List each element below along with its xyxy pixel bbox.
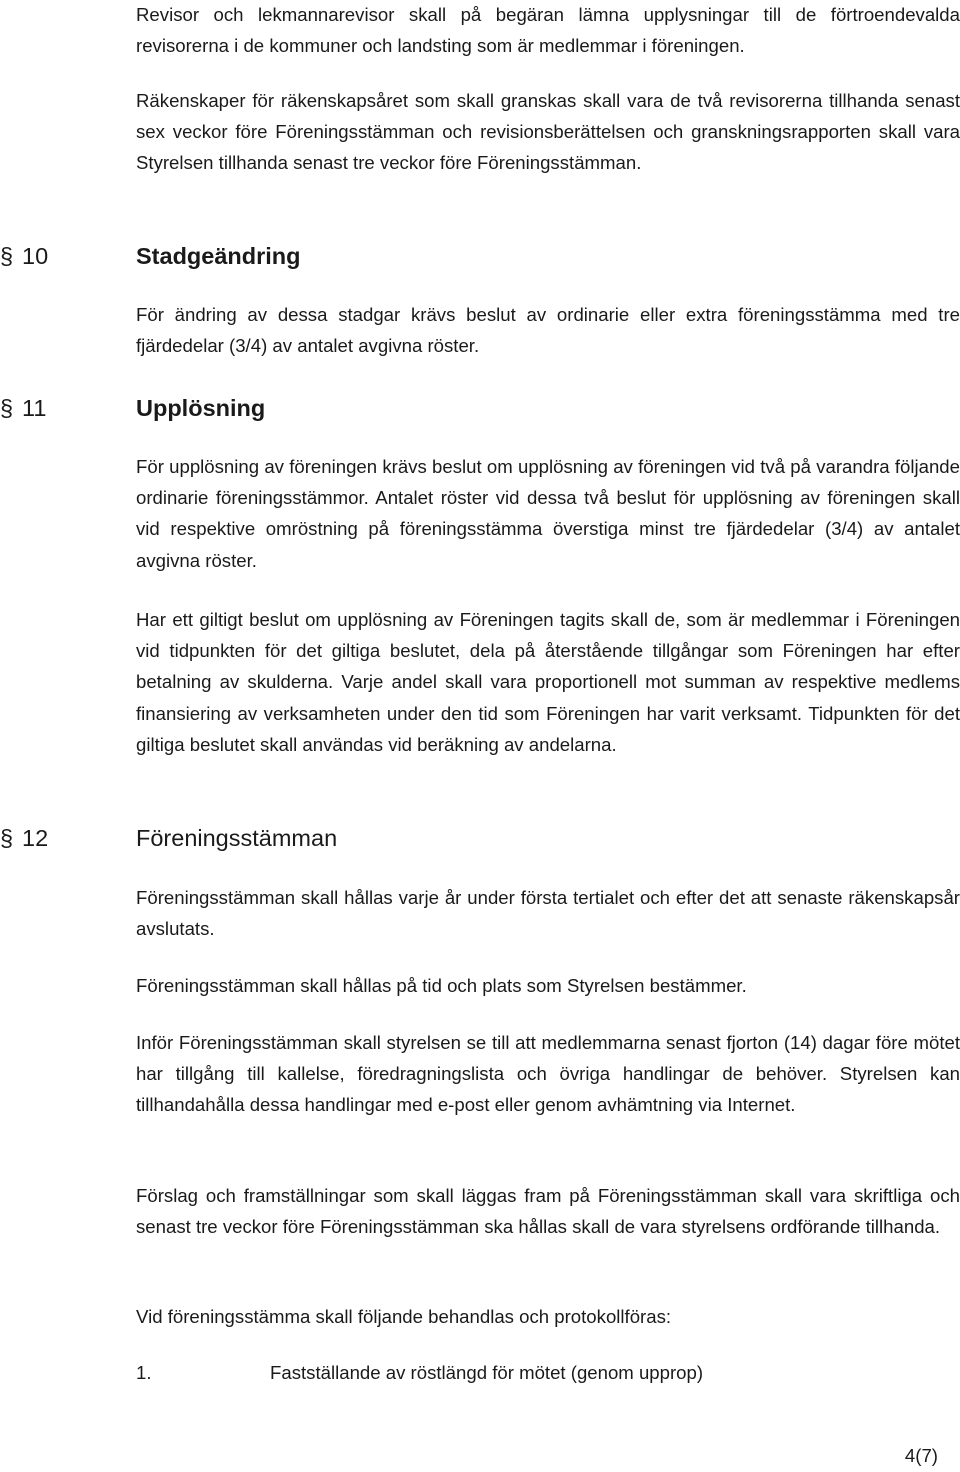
section-heading-12 <box>0 820 960 856</box>
section-title: Stadgeändring <box>136 243 301 269</box>
section-title: Upplösning <box>136 395 266 421</box>
section-heading-10 <box>0 238 960 274</box>
paragraph-stamma-3: Inför Föreningsstämman skall styrelsen se till att medlemmarna senast fjorton (14) dagar före mötet har tillgång till kallelse, föredragningslista och övriga handlingar de behöver. Styrelsen kan tillhandahålla dessa handlingar med e-post eller genom avhämtning via Internet. <box>136 1032 960 1116</box>
section-symbol: § <box>0 395 14 421</box>
paragraph-stamma-5: Vid föreningsstämma skall följande behandlas och protokollföras: <box>136 1306 672 1327</box>
paragraph-stamma-1: Föreningsstämman skall hållas varje år under första tertialet och efter det att senaste räkenskapsår avslutats. <box>136 887 960 940</box>
page-number: 4(7) <box>904 1445 938 1466</box>
section-symbol: § <box>0 825 14 851</box>
paragraph-rakenskaper: Räkenskaper för räkenskapsåret som skall granskas skall vara de två revisorerna tillhanda senast sex veckor före Föreningsstämman och revisionsberättelsen och granskningsrapporten skall vara Styrelsen tillhanda senast tre veckor före Föreningsstämman. <box>136 90 960 174</box>
list-item-number: 1. <box>136 1362 152 1383</box>
section-heading-11 <box>0 390 960 426</box>
paragraph-stadgeandring: För ändring av dessa stadgar krävs beslut av ordinarie eller extra föreningsstämma med tre fjärdedelar (3/4) av antalet avgivna röster. <box>136 304 960 357</box>
paragraph-upplosning-2: Har ett giltigt beslut om upplösning av Föreningen tagits skall de, som är medlemmar i Föreningen vid tidpunkten för det giltiga beslutet, dela på återstående tillgångar som Föreningen har efter betalning av skulderna. Varje andel skall vara proportionell mot summan av respektive medlems finansiering av verksamheten under den tid som Föreningen har varit verksamt. Tidpunkten för det giltiga beslutet skall användas vid beräkning av andelarna. <box>136 609 960 755</box>
section-number-value: 11 <box>22 395 47 421</box>
section-number-value: 10 <box>22 243 49 269</box>
paragraph-revisor: Revisor och lekmannarevisor skall på begäran lämna upplysningar till de förtroendevalda revisorerna i de kommuner och landsting som är medlemmar i föreningen. <box>136 4 960 57</box>
list-item <box>136 1357 960 1389</box>
paragraph-upplosning-1: För upplösning av föreningen krävs beslut om upplösning av föreningen vid två på varandra följande ordinarie föreningsstämmor. Antalet röster vid dessa två beslut för upplösning av föreningen skall vid respektive omröstning på föreningsstämma överstiga minst tre fjärdedelar (3/4) av antalet avgivna röster. <box>136 456 960 571</box>
section-number-value: 12 <box>22 825 49 851</box>
paragraph-stamma-2: Föreningsstämman skall hållas på tid och plats som Styrelsen bestämmer. <box>136 975 747 996</box>
list-item-text: Fastställande av röstlängd för mötet (genom upprop) <box>270 1362 704 1383</box>
section-symbol: § <box>0 243 14 269</box>
section-title: Föreningsstämman <box>136 825 338 851</box>
paragraph-stamma-4: Förslag och framställningar som skall läggas fram på Föreningsstämman skall vara skriftliga och senast tre veckor före Föreningsstämman ska hållas skall de vara styrelsens ordförande tillhanda. <box>136 1185 960 1238</box>
